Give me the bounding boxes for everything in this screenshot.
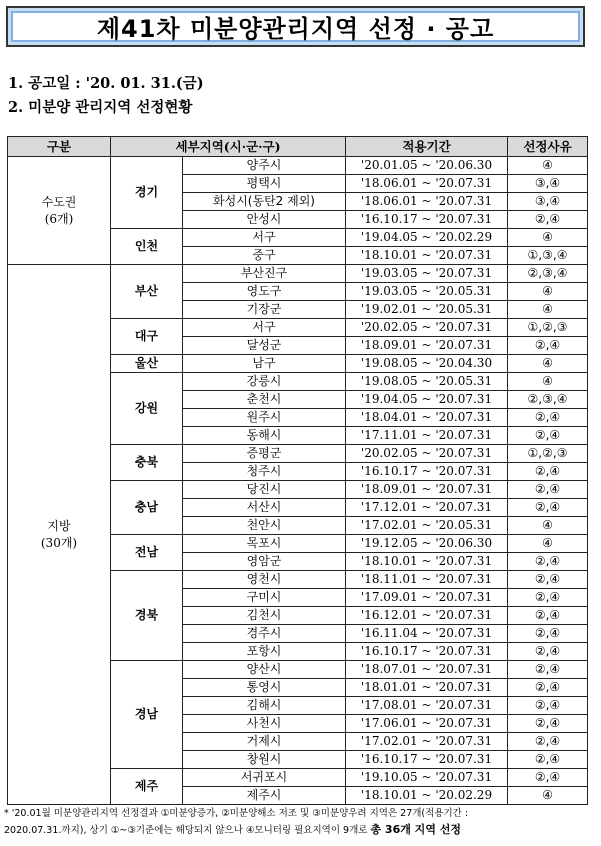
reason-cell: ③,④ — [508, 193, 588, 211]
city-cell: 구미시 — [183, 589, 346, 607]
city-cell: 창원시 — [183, 751, 346, 769]
category-count: (30개) — [40, 535, 78, 550]
city-cell: 거제시 — [183, 733, 346, 751]
city-cell: 달성군 — [183, 337, 346, 355]
period-cell: '20.02.05 ~ '20.07.31 — [346, 445, 508, 463]
category-cell — [8, 157, 111, 265]
reason-cell: ①,③,④ — [508, 247, 588, 265]
header-reason: 선정사유 — [508, 137, 588, 157]
period-cell: '18.07.01 ~ '20.07.31 — [346, 661, 508, 679]
period-cell: '17.09.01 ~ '20.07.31 — [346, 589, 508, 607]
reason-cell: ②,③,④ — [508, 265, 588, 283]
period-cell: '18.11.01 ~ '20.07.31 — [346, 571, 508, 589]
reason-cell: ③,④ — [508, 175, 588, 193]
period-cell: '20.02.05 ~ '20.07.31 — [346, 319, 508, 337]
period-cell: '18.10.01 ~ '20.07.31 — [346, 247, 508, 265]
period-cell: '19.02.01 ~ '20.05.31 — [346, 301, 508, 319]
period-cell: '18.06.01 ~ '20.07.31 — [346, 175, 508, 193]
reason-cell: ②,④ — [508, 679, 588, 697]
province-cell: 강원 — [111, 373, 183, 445]
header-region: 세부지역(시·군·구) — [111, 137, 346, 157]
period-cell: '18.10.01 ~ '20.02.29 — [346, 787, 508, 805]
period-cell: '18.09.01 ~ '20.07.31 — [346, 481, 508, 499]
city-cell: 사천시 — [183, 715, 346, 733]
city-cell: 평택시 — [183, 175, 346, 193]
city-cell: 강릉시 — [183, 373, 346, 391]
period-cell: '18.10.01 ~ '20.07.31 — [346, 553, 508, 571]
period-cell: '16.10.17 ~ '20.07.31 — [346, 751, 508, 769]
reason-cell: ④ — [508, 373, 588, 391]
announce-date: 1. 공고일 : '20. 01. 31.(금) — [8, 75, 204, 92]
city-cell: 서산시 — [183, 499, 346, 517]
period-cell: '19.08.05 ~ '20.05.31 — [346, 373, 508, 391]
city-cell: 서구 — [183, 229, 346, 247]
reason-cell: ②,④ — [508, 409, 588, 427]
reason-cell: ②,④ — [508, 337, 588, 355]
city-cell: 경주시 — [183, 625, 346, 643]
city-cell: 남구 — [183, 355, 346, 373]
reason-cell: ②,④ — [508, 733, 588, 751]
status-title: 2. 미분양 관리지역 선정현황 — [8, 99, 193, 116]
period-cell: '19.08.05 ~ '20.04.30 — [346, 355, 508, 373]
reason-cell: ②,④ — [508, 697, 588, 715]
reason-cell: ④ — [508, 517, 588, 535]
city-cell: 증평군 — [183, 445, 346, 463]
reason-cell: ②,④ — [508, 715, 588, 733]
reason-cell: ④ — [508, 283, 588, 301]
category-cell — [8, 265, 111, 805]
table-header-row — [8, 137, 588, 157]
reason-cell: ②,③,④ — [508, 391, 588, 409]
reason-cell: ②,④ — [508, 589, 588, 607]
city-cell: 영암군 — [183, 553, 346, 571]
province-cell: 대구 — [111, 319, 183, 355]
period-cell: '18.06.01 ~ '20.07.31 — [346, 193, 508, 211]
reason-cell: ②,④ — [508, 769, 588, 787]
city-cell: 양산시 — [183, 661, 346, 679]
period-cell: '18.09.01 ~ '20.07.31 — [346, 337, 508, 355]
province-cell: 경남 — [111, 661, 183, 769]
period-cell: '19.10.05 ~ '20.07.31 — [346, 769, 508, 787]
city-cell: 양주시 — [183, 157, 346, 175]
period-cell: '17.12.01 ~ '20.07.31 — [346, 499, 508, 517]
period-cell: '17.06.01 ~ '20.07.31 — [346, 715, 508, 733]
reason-cell: ④ — [508, 301, 588, 319]
footnote — [4, 806, 599, 839]
header-category: 구분 — [8, 137, 111, 157]
city-cell: 김해시 — [183, 697, 346, 715]
footnote-line-2 — [4, 822, 599, 839]
reason-cell: ②,④ — [508, 607, 588, 625]
period-cell: '18.01.01 ~ '20.07.31 — [346, 679, 508, 697]
city-cell: 안성시 — [183, 211, 346, 229]
footnote-text: 2020.07.31.까지), 상기 ①~③기준에는 해당되지 않으나 ④모니터링 필요지역이 9개로 — [4, 825, 368, 836]
reason-cell: ②,④ — [508, 571, 588, 589]
city-cell: 김천시 — [183, 607, 346, 625]
reason-cell: ④ — [508, 229, 588, 247]
table-row — [8, 157, 588, 175]
reason-cell: ②,④ — [508, 751, 588, 769]
period-cell: '17.02.01 ~ '20.05.31 — [346, 517, 508, 535]
city-cell: 서귀포시 — [183, 769, 346, 787]
city-cell: 통영시 — [183, 679, 346, 697]
period-cell: '19.04.05 ~ '20.02.29 — [346, 229, 508, 247]
reason-cell: ②,④ — [508, 211, 588, 229]
period-cell: '16.10.17 ~ '20.07.31 — [346, 643, 508, 661]
city-cell: 청주시 — [183, 463, 346, 481]
reason-cell: ④ — [508, 787, 588, 805]
province-cell: 인천 — [111, 229, 183, 265]
reason-cell: ④ — [508, 157, 588, 175]
period-cell: '17.02.01 ~ '20.07.31 — [346, 733, 508, 751]
reason-cell: ①,②,③ — [508, 319, 588, 337]
period-cell: '18.04.01 ~ '20.07.31 — [346, 409, 508, 427]
page-title: 제41차 미분양관리지역 선정 · 공고 — [96, 15, 495, 43]
footnote-total: 총 36개 지역 선정 — [370, 823, 462, 836]
period-cell: '16.10.17 ~ '20.07.31 — [346, 211, 508, 229]
city-cell: 제주시 — [183, 787, 346, 805]
city-cell: 당진시 — [183, 481, 346, 499]
reason-cell: ②,④ — [508, 553, 588, 571]
city-cell: 영천시 — [183, 571, 346, 589]
city-cell: 중구 — [183, 247, 346, 265]
city-cell: 목포시 — [183, 535, 346, 553]
city-cell: 화성시(동탄2 제외) — [183, 193, 346, 211]
period-cell: '20.01.05 ~ '20.06.30 — [346, 157, 508, 175]
category-name: 지방 — [47, 518, 71, 533]
title-banner — [6, 6, 585, 47]
province-cell: 충북 — [111, 445, 183, 481]
city-cell: 동해시 — [183, 427, 346, 445]
province-cell: 부산 — [111, 265, 183, 319]
province-cell: 전남 — [111, 535, 183, 571]
period-cell: '19.03.05 ~ '20.05.31 — [346, 283, 508, 301]
reason-cell: ①,②,③ — [508, 445, 588, 463]
city-cell: 춘천시 — [183, 391, 346, 409]
province-cell: 충남 — [111, 481, 183, 535]
reason-cell: ②,④ — [508, 625, 588, 643]
city-cell: 포항시 — [183, 643, 346, 661]
city-cell: 원주시 — [183, 409, 346, 427]
designation-table — [7, 136, 588, 805]
reason-cell: ②,④ — [508, 481, 588, 499]
period-cell: '16.10.17 ~ '20.07.31 — [346, 463, 508, 481]
reason-cell: ④ — [508, 535, 588, 553]
period-cell: '17.11.01 ~ '20.07.31 — [346, 427, 508, 445]
category-count: (6개) — [44, 211, 74, 226]
period-cell: '19.03.05 ~ '20.07.31 — [346, 265, 508, 283]
reason-cell: ④ — [508, 355, 588, 373]
province-cell: 경북 — [111, 571, 183, 661]
reason-cell: ②,④ — [508, 643, 588, 661]
period-cell: '16.11.04 ~ '20.07.31 — [346, 625, 508, 643]
province-cell: 울산 — [111, 355, 183, 373]
city-cell: 영도구 — [183, 283, 346, 301]
period-cell: '19.04.05 ~ '20.07.31 — [346, 391, 508, 409]
city-cell: 서구 — [183, 319, 346, 337]
city-cell: 부산진구 — [183, 265, 346, 283]
period-cell: '19.12.05 ~ '20.06.30 — [346, 535, 508, 553]
header-period: 적용기간 — [346, 137, 508, 157]
footnote-line-1: * '20.01월 미분양관리지역 선정결과 ①미분양증가, ②미분양해소 저조 및 ③미분양우려 지역은 27개(적용기간 : — [4, 808, 469, 819]
reason-cell: ②,④ — [508, 499, 588, 517]
table-row — [8, 265, 588, 283]
city-cell: 기장군 — [183, 301, 346, 319]
reason-cell: ②,④ — [508, 463, 588, 481]
province-cell: 경기 — [111, 157, 183, 229]
category-name: 수도권 — [41, 194, 77, 209]
reason-cell: ②,④ — [508, 427, 588, 445]
city-cell: 천안시 — [183, 517, 346, 535]
period-cell: '17.08.01 ~ '20.07.31 — [346, 697, 508, 715]
reason-cell: ②,④ — [508, 661, 588, 679]
period-cell: '16.12.01 ~ '20.07.31 — [346, 607, 508, 625]
province-cell: 제주 — [111, 769, 183, 805]
